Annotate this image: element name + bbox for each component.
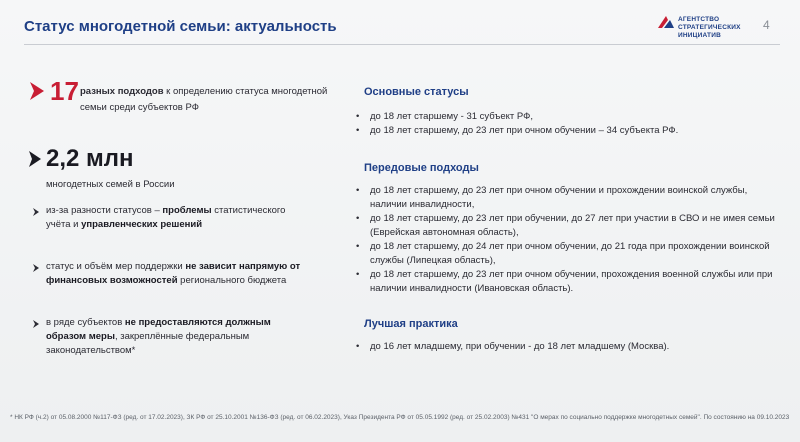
heading-best-practice: Лучшая практика [364, 318, 458, 330]
asi-logo [656, 14, 776, 46]
page-title: Статус многодетной семьи: актуальность [24, 18, 337, 35]
chevron-bullet-icon [32, 208, 40, 216]
stat-families-number: 2,2 млн [46, 145, 134, 172]
chevron-bullet-icon [32, 264, 40, 272]
list-item: • до 18 лет старшему, до 23 лет при очном обучении – 34 субъекта РФ. [356, 125, 679, 136]
list-item: • до 18 лет старшему - 31 субъект РФ, [356, 111, 533, 122]
slide: Статус многодетной семьи: актуальность АГЕНТСТВО СТРАТЕГИЧЕСКИХ ИНИЦИАТИВ 4 17 разных подходов к определению статуса многодетной семьи среди субъектов РФ 2,2 млн многодетных семей в России из-за разности статусов – проблемы статистического учёта и управленческих решений статус и объём мер поддержки не зависит напрямую от финансовых возможностей регионального бюджета в ряде субъектов не предоставляются должным образом меры, закреплённые федеральным законодательством* Основные статусы • до 18 лет старшему - 31 субъект РФ, • до 18 лет старшему, до 23 лет при очном обучении – 34 субъекта РФ. Передовые подходы • до 18 лет старшему, до 23 лет при очном обучении и прохождении воинской службы, наличии инвалидности, • до 18 лет старшему, до 23 лет при обучении, до 27 лет при участии в СВО и не имея семьи (Еврейская автономная область), • до 18 лет старшему, до 24 лет при очном обучении, до 21 года при прохождении воинской службы (Липецкая область), • до 18 лет старшему, до 23 лет при очном обучении, прохождения военной службы или при наличии инвалидности (Ивановская область). Лучшая практика • до 16 лет младшему, при обучении - до 18 лет младшему (Москва). * НК РФ (ч.2) от 05.08.2000 №117-ФЗ (ред. от 17.02.2023), ЗК РФ от 25.10.2001 №136-ФЗ (ред. от 06.02.2023), Указ Президента РФ от 05.05.1992 (ред. от 25.02.2003) №431 "О мерах по социально поддержке многодетных семей". По состоянию на 09.10.2023 [0, 0, 800, 442]
advanced-approaches-list [356, 184, 776, 296]
heading-advanced-approaches: Передовые подходы [364, 162, 479, 174]
stat-approaches-number: 17 [50, 76, 79, 106]
red-chevron-icon [28, 80, 46, 102]
stat-families-text: многодетных семей в России [46, 179, 175, 190]
page-number: 4 [763, 18, 770, 32]
main-statuses-list [356, 110, 776, 138]
list-item: • до 18 лет старшему, до 23 лет при очном обучении, прохождения военной службы или при наличии инвалидности (Ивановская область). [356, 269, 773, 294]
footnote: * НК РФ (ч.2) от 05.08.2000 №117-ФЗ (ред. от 17.02.2023), ЗК РФ от 25.10.2001 №136-ФЗ (ред. от 06.02.2023), Указ Президента РФ от 05.05.1992 (ред. от 25.02.2003) №431 "О мерах по социально поддержке многодетных семей". По состоянию на 09.10.2023 [10, 414, 790, 421]
chevron-bullet-icon [32, 320, 40, 328]
asi-logo-icon [656, 14, 676, 34]
list-item: • до 16 лет младшему, при обучении - до 18 лет младшему (Москва). [356, 341, 670, 352]
list-item: • до 18 лет старшему, до 23 лет при очном обучении и прохождении воинской службы, наличии инвалидности, [356, 185, 748, 210]
logo-text: АГЕНТСТВО СТРАТЕГИЧЕСКИХ ИНИЦИАТИВ [678, 16, 741, 39]
list-item: • до 18 лет старшему, до 23 лет при обучении, до 27 лет при участии в СВО и не имея семьи (Еврейская автономная область), [356, 213, 775, 238]
list-item: • до 18 лет старшему, до 24 лет при очном обучении, до 21 года при прохождении воинской службы (Липецкая область), [356, 241, 770, 266]
best-practice-list [356, 340, 776, 354]
stat-approaches-text: разных подходов к определению статуса многодетной семьи среди субъектов РФ [80, 86, 328, 113]
heading-main-statuses: Основные статусы [364, 86, 469, 98]
chevron-icon [28, 150, 42, 168]
